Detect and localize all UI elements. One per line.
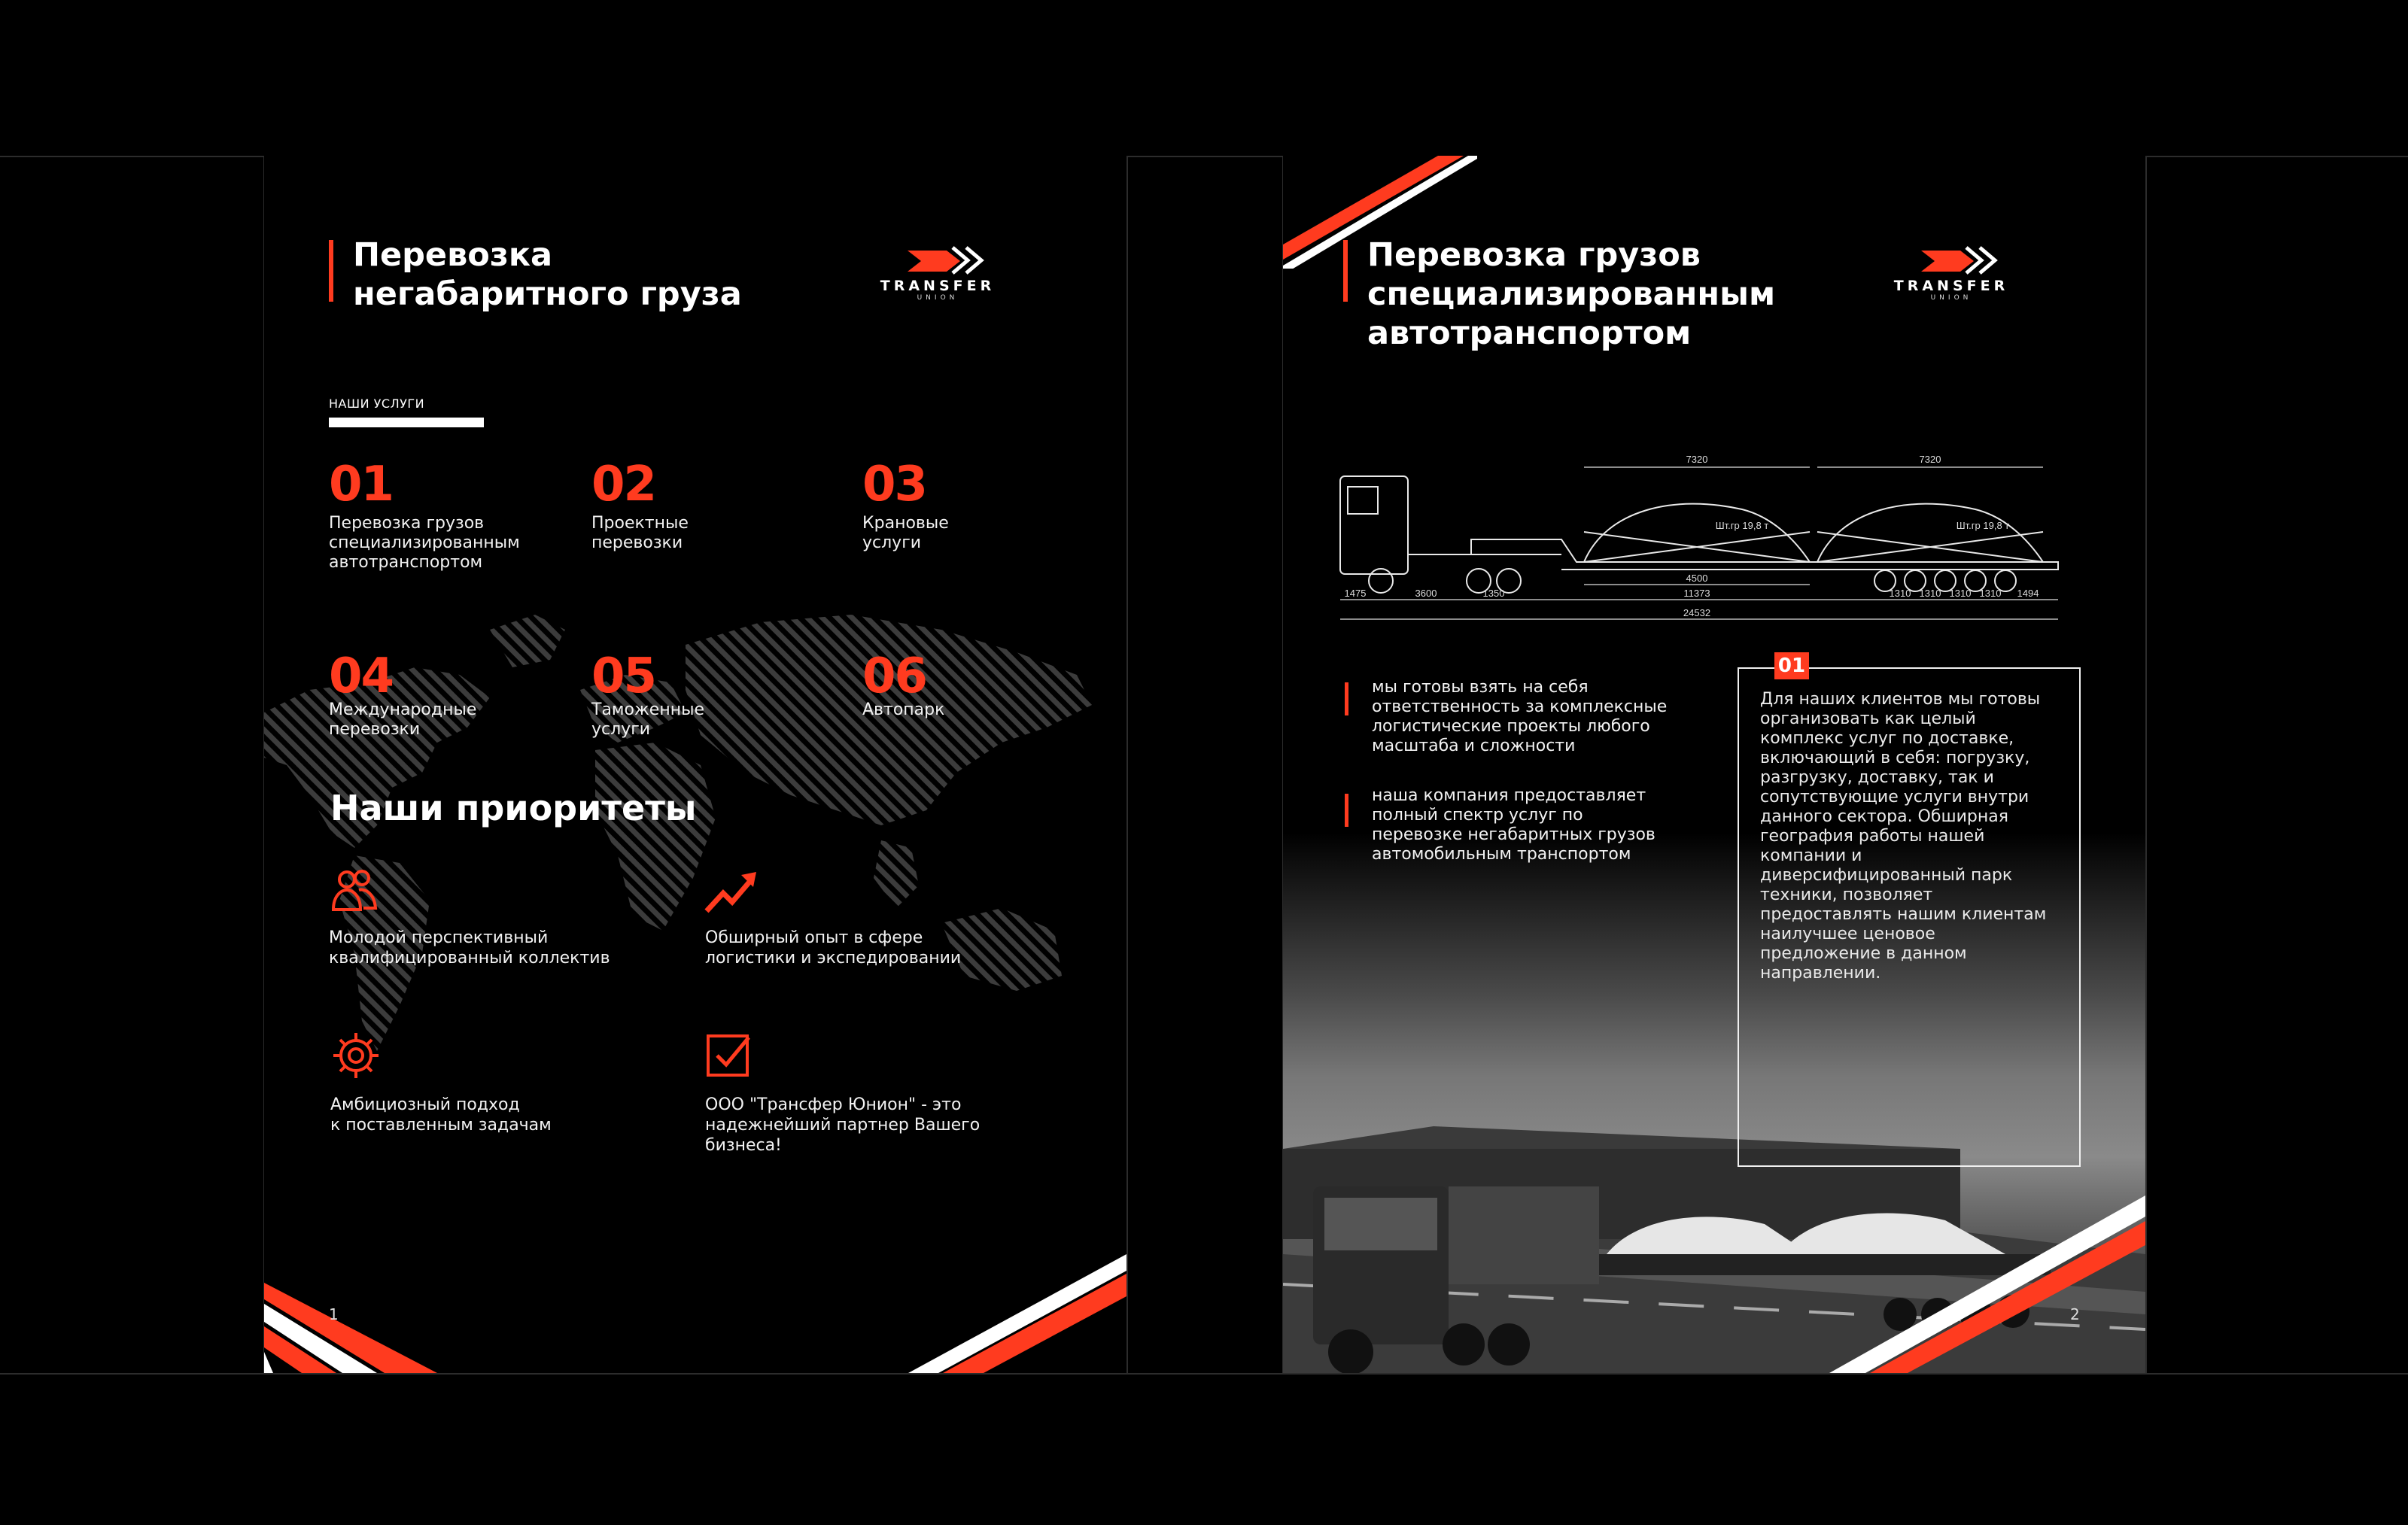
guide-line <box>2145 156 2147 1373</box>
bullet-accent-bar <box>1345 794 1348 827</box>
page-number: 2 <box>2070 1305 2080 1323</box>
section-underline <box>329 418 484 427</box>
dimension-label: 1310 <box>1919 588 1941 599</box>
cargo-label: Шт.гр 19,8 т <box>1715 520 1769 531</box>
title-line: автотранспортом <box>1367 314 1692 352</box>
priority-text: Обширный опыт в сфере логистики и экспедировании <box>705 928 962 968</box>
double-chevron-logo-icon <box>1921 245 2004 276</box>
dimension-label: 1310 <box>1979 588 2002 599</box>
logo-subtext: UNION <box>917 294 959 302</box>
page-title <box>353 235 742 314</box>
guide-line <box>1126 156 1128 1373</box>
dimension-total-label: 24532 <box>1683 607 1711 618</box>
transfer-union-logo <box>877 245 998 312</box>
logo-subtext: UNION <box>1930 294 1972 302</box>
section-label: НАШИ УСЛУГИ <box>329 396 425 411</box>
dimension-label: 7320 <box>1919 454 1941 465</box>
service-number: 01 <box>329 457 394 512</box>
decorative-stripes-right <box>889 1254 1126 1373</box>
growth-arrow-icon <box>704 864 758 919</box>
service-label: Автопарк <box>862 700 945 719</box>
service-number: 04 <box>329 649 394 704</box>
guide-line-bottom <box>0 1373 2408 1375</box>
priority-text: Молодой перспективный квалифицированный коллектив <box>329 928 610 968</box>
dimension-label: 1310 <box>1889 588 1911 599</box>
truck-technical-drawing <box>1336 449 2096 630</box>
bullet-accent-bar <box>1345 682 1348 715</box>
checkbox-icon <box>704 1028 758 1083</box>
world-map-background <box>264 600 1126 1081</box>
title-accent-bar <box>329 240 333 302</box>
service-label: Проектные перевозки <box>591 514 689 552</box>
service-number: 03 <box>862 457 927 512</box>
dimension-label: 4500 <box>1686 573 1708 584</box>
service-number: 05 <box>591 649 656 704</box>
page-number: 1 <box>329 1305 339 1323</box>
priority-text: ООО "Трансфер Юнион" - это надежнейший партнер Вашего бизнеса! <box>705 1095 981 1155</box>
gear-icon <box>329 1028 383 1083</box>
dimension-label: 1350 <box>1482 588 1505 599</box>
service-label: Таможенные услуги <box>591 700 705 739</box>
service-number: 02 <box>591 457 656 512</box>
dimension-label: 1475 <box>1344 588 1367 599</box>
transfer-union-logo <box>1891 245 2011 312</box>
service-label: Международные перевозки <box>329 700 477 739</box>
logo-wordmark: TRANSFER <box>1893 278 2009 294</box>
priorities-title: Наши приоритеты <box>330 788 697 828</box>
brochure-page-2 <box>1283 156 2145 1373</box>
page-title <box>1367 235 1775 353</box>
service-label: Крановые услуги <box>862 514 949 552</box>
dimension-label: 11373 <box>1683 588 1710 599</box>
title-line: Перевозка грузов <box>1367 236 1701 274</box>
brochure-page-1 <box>264 156 1126 1373</box>
info-box-badge: 01 <box>1774 652 1809 679</box>
decorative-stripes-bottom <box>1822 1195 2145 1373</box>
dimension-label: 3600 <box>1415 588 1437 599</box>
info-box-text: Для наших клиентов мы готовы организовать как целый комплекс услуг по доставке, включающий в себя: погрузку, разгрузку, доставку, так и сопутствующие услуги внутри данного сектора. Обширная география работы нашей компании и диверсифицированный парк техники, позволяет предоставлять нашим клиентам наилучшее ценовое предложение в данном направлении. <box>1760 690 2047 983</box>
title-accent-bar <box>1343 240 1348 302</box>
dimension-label: 1494 <box>2017 588 2039 599</box>
title-line: Перевозка <box>353 236 553 274</box>
dimension-label: 7320 <box>1686 454 1708 465</box>
team-icon <box>329 864 383 919</box>
cargo-label: Шт.гр 19,8 т <box>1956 520 2010 531</box>
dimension-label: 1310 <box>1949 588 1972 599</box>
logo-wordmark: TRANSFER <box>880 278 996 294</box>
title-line: специализированным <box>1367 275 1776 313</box>
bullet-text: мы готовы взять на себя ответственность за комплексные логистические проекты любого масштаба и сложности <box>1372 678 1668 755</box>
bullet-text: наша компания предоставляет полный спектр услуг по перевозке негабаритных грузов автомобильным транспортом <box>1372 786 1655 864</box>
double-chevron-logo-icon <box>908 245 990 276</box>
priority-text: Амбициозный подход к поставленным задачам <box>330 1095 552 1135</box>
service-label: Перевозка грузов специализированным автотранспортом <box>329 514 520 572</box>
title-line: негабаритного груза <box>353 275 742 313</box>
service-number: 06 <box>862 649 927 704</box>
